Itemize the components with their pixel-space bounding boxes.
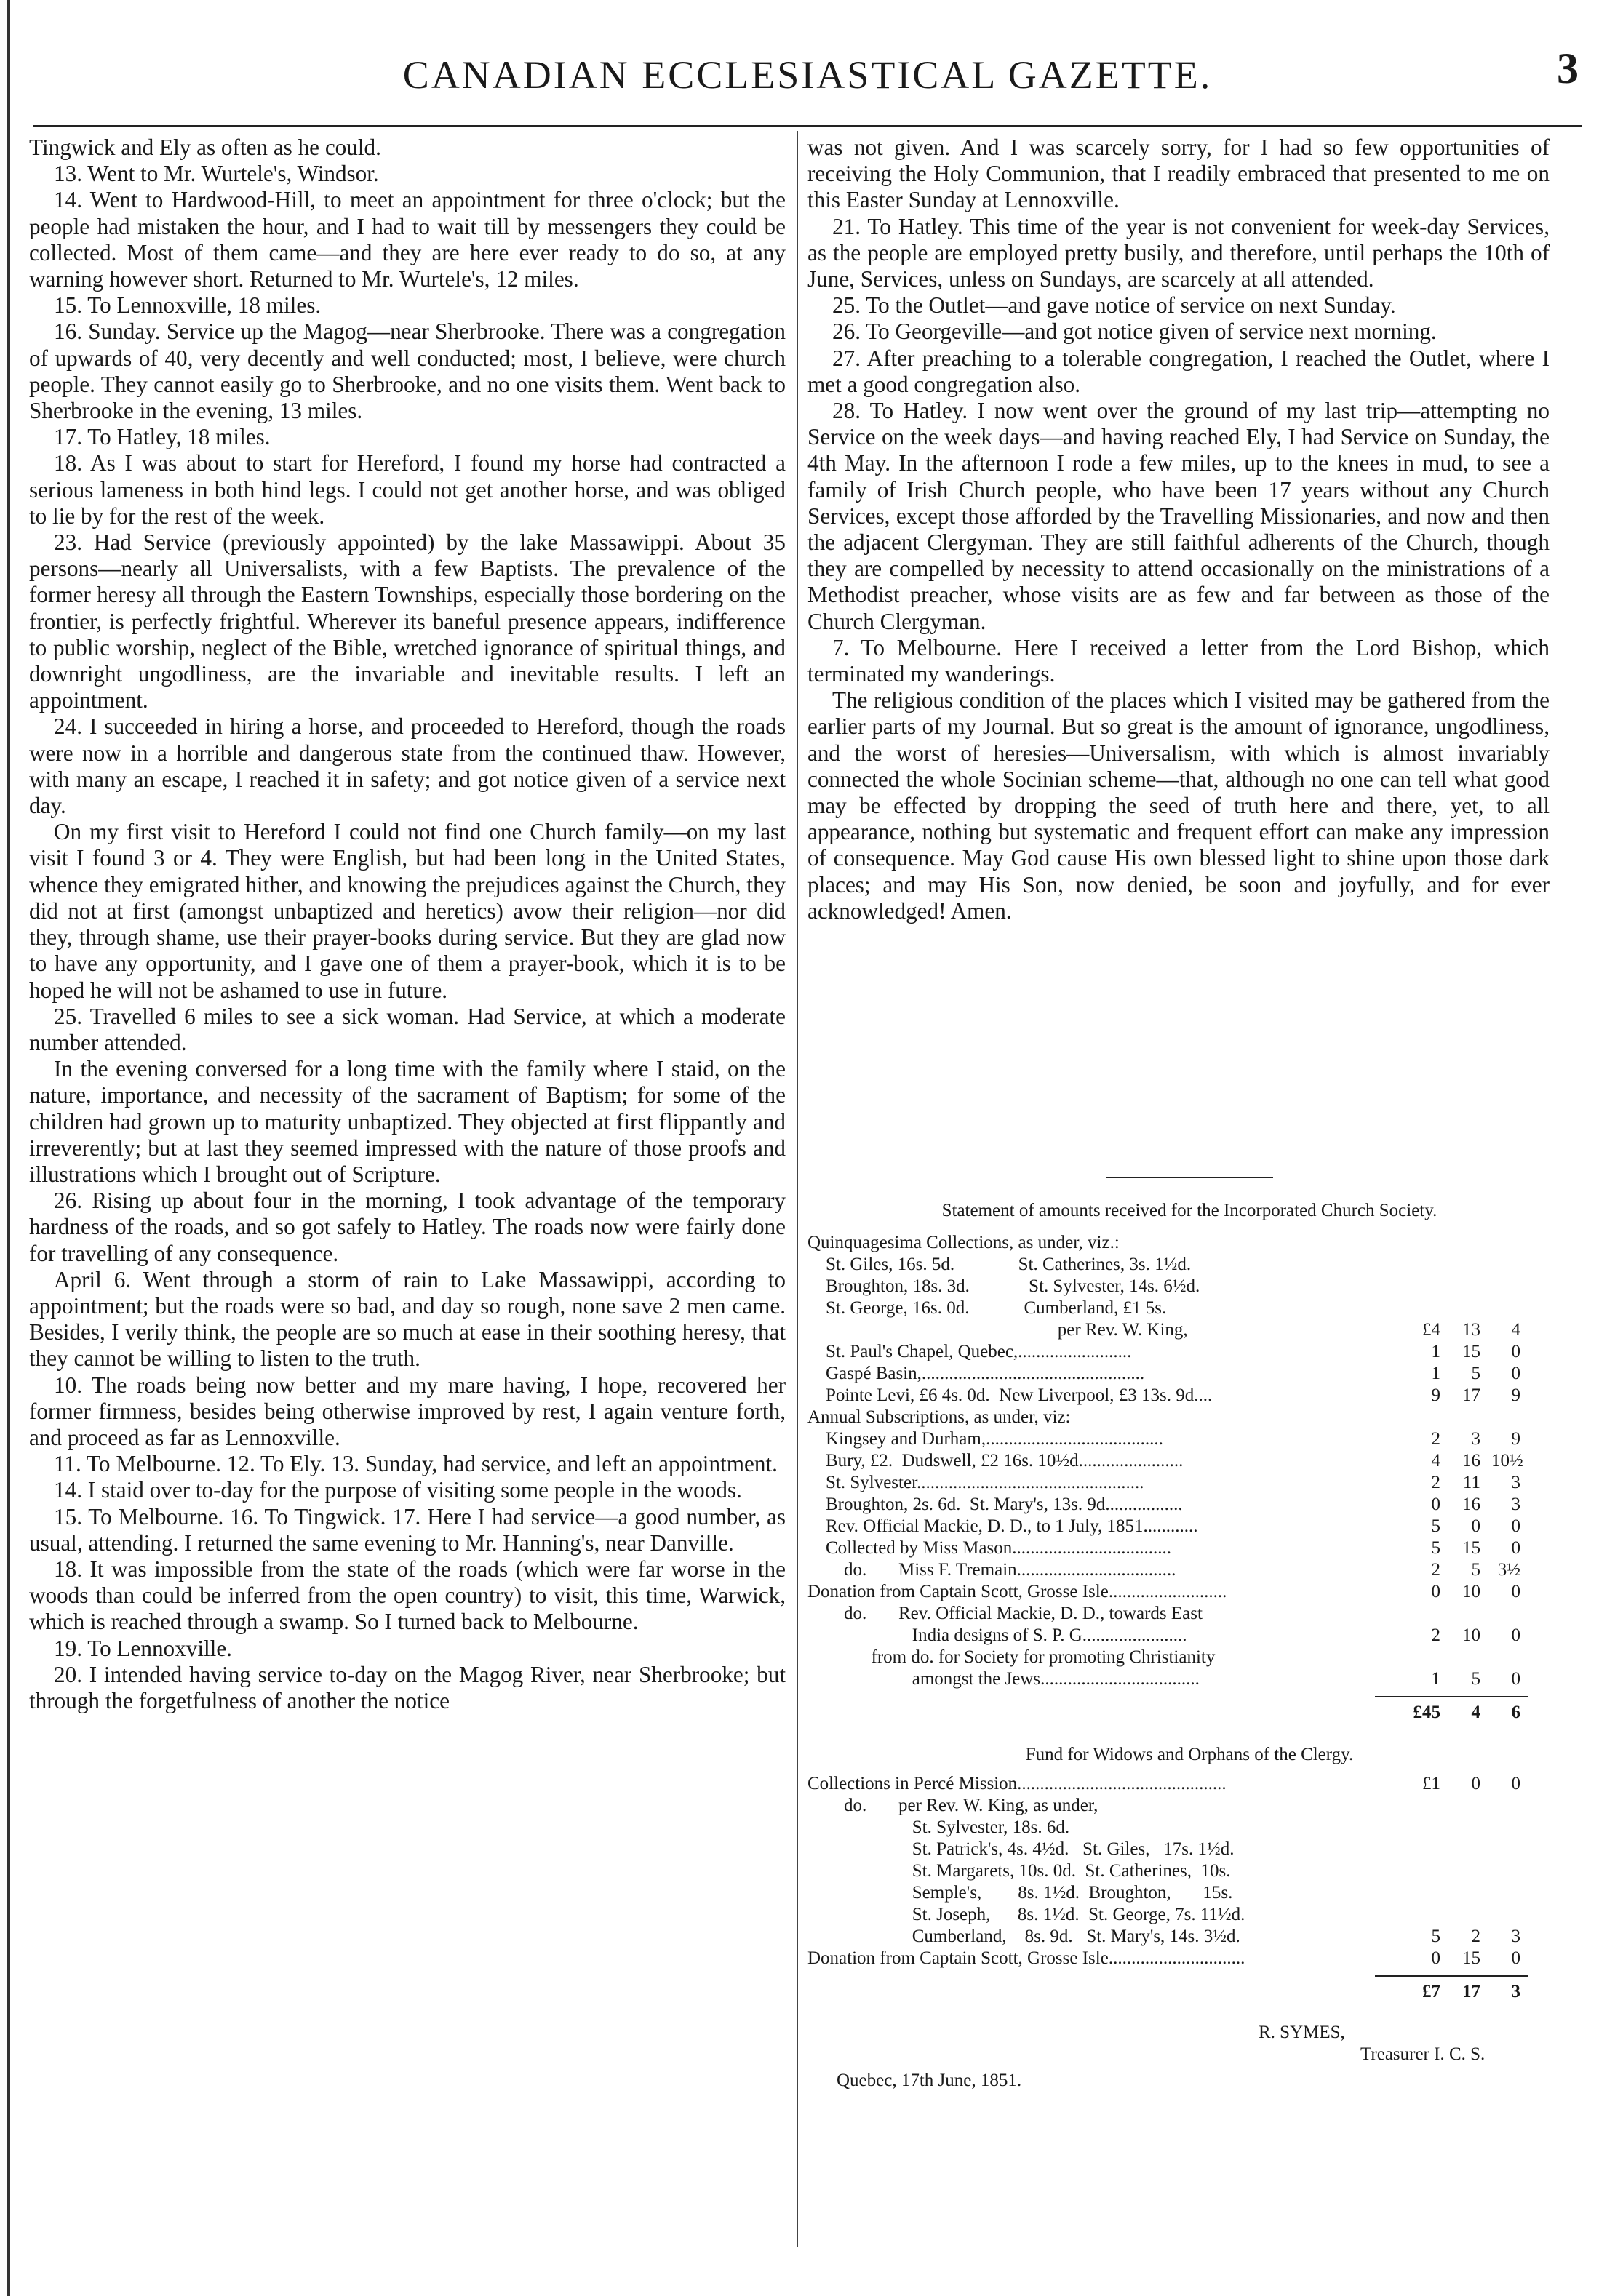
amount-pounds: 1 — [1431, 1669, 1440, 1689]
account-description: India designs of S. P. G....................... — [808, 1625, 1187, 1645]
amount-shillings: 16 — [1462, 1451, 1480, 1471]
amount-pence: 0 — [1511, 1582, 1520, 1601]
account-line — [808, 1581, 1571, 1603]
amount-pence: 0 — [1511, 1774, 1520, 1793]
journal-paragraph: 14. I staid over to-day for the purpose of visiting some people in the woods. — [54, 1477, 742, 1503]
journal-paragraph: 26. To Georgeville—and got notice given of service next morning. — [832, 319, 1437, 345]
amount-shillings: 15 — [1462, 1948, 1480, 1968]
account-line — [808, 1625, 1571, 1647]
account-description: Collections in Percé Mission.............................................. — [808, 1774, 1227, 1793]
account-description: Gaspé Basin,................................................. — [808, 1364, 1145, 1383]
account-line — [808, 1537, 1571, 1559]
statement-of-amounts — [808, 1171, 1571, 2092]
account-description: do. Rev. Official Mackie, D. D., towards East — [808, 1604, 1203, 1623]
account-description: St. Sylvester, 18s. 6d. — [808, 1817, 1070, 1837]
amount-shillings: 0 — [1471, 1774, 1480, 1793]
account-line — [808, 1276, 1571, 1297]
amount-shillings: 11 — [1462, 1473, 1480, 1492]
journal-paragraph: 27. After preaching to a tolerable congregation, I reached the Outlet, where I met a good congregation also. — [808, 345, 1550, 397]
account-description: St. Paul's Chapel, Quebec,......................... — [808, 1342, 1132, 1361]
account-description: Donation from Captain Scott, Grosse Isle.......................... — [808, 1582, 1227, 1601]
journal-paragraph: Tingwick and Ely as often as he could. — [29, 135, 381, 160]
amount-pence: 0 — [1511, 1364, 1520, 1383]
amount-pounds: 5 — [1431, 1538, 1440, 1558]
amount-pounds: 1 — [1431, 1342, 1440, 1361]
journal-paragraph: 14. Went to Hardwood-Hill, to meet an appointment for three o'clock; but the people had mistaken the hour, and I had to wait till by messengers they could be collected. Most of them came—and they are here ever ready to do so, at any warning however short. Returned to Mr. Wurtele's, 12 miles. — [29, 187, 786, 292]
account-description: St. Margarets, 10s. 0d. St. Catherines, 10s. — [808, 1861, 1231, 1881]
account-line — [808, 1948, 1571, 1969]
account-line — [808, 1385, 1571, 1407]
account-description: Cumberland, 8s. 9d. St. Mary's, 14s. 3½d. — [808, 1927, 1240, 1946]
account-description: Quinquagesima Collections, as under, viz.: — [808, 1233, 1120, 1252]
account-description: do. Miss F. Tremain................................... — [808, 1560, 1176, 1580]
account-description: amongst the Jews................................... — [808, 1669, 1200, 1689]
amount-pounds: 0 — [1431, 1495, 1440, 1514]
account-description: Broughton, 18s. 3d. St. Sylvester, 14s. 6½d. — [808, 1276, 1200, 1296]
journal-paragraph: The religious condition of the places which I visited may be gathered from the earlier parts of my Journal. But so great is the amount of ignorance, ungodliness, and the worst of heresies—Universalism, with which is almost invariably connected the whole Socinian scheme—that, although no one can tell what good may be effected by dropping the seed of truth here and there, yet, to all appearance, nothing but systematic and frequent effort can make any impression of consequence. May God cause His own blessed light to shine upon those dark places; and may His Son, now denied, be soon and joyfully, and for ever acknowledged! Amen. — [808, 687, 1550, 924]
account-line — [808, 1494, 1571, 1516]
amount-pounds: 5 — [1431, 1927, 1440, 1946]
amount-pence: 0 — [1511, 1538, 1520, 1558]
account-line — [808, 1297, 1571, 1319]
fund-total-pence: 3 — [1511, 1982, 1520, 2001]
account-description: Bury, £2. Dudswell, £2 16s. 10½d....................... — [808, 1451, 1184, 1471]
gazette-title: CANADIAN ECCLESIASTICAL GAZETTE. — [402, 53, 1213, 97]
total-shillings: 4 — [1471, 1703, 1480, 1722]
account-description: Collected by Miss Mason................................... — [808, 1538, 1171, 1558]
amount-pounds: £4 — [1422, 1320, 1440, 1340]
account-line — [808, 1882, 1571, 1904]
amount-pence: 3½ — [1497, 1560, 1520, 1580]
amount-shillings: 2 — [1471, 1927, 1480, 1946]
amount-pence: 0 — [1511, 1625, 1520, 1645]
account-description: St. Giles, 16s. 5d. St. Catherines, 3s. 1½d. — [808, 1255, 1192, 1274]
amount-pounds: 9 — [1431, 1385, 1440, 1405]
journal-paragraph: 28. To Hatley. I now went over the ground of my last trip—attempting no Service on the week days—and having reached Ely, I had Service on Sunday, the 4th May. In the afternoon I rode a few miles, up to the knees in mud, to see a family of Irish Church people, who have been 17 years without any Church Services, except those afforded by the Travelling Missionaries, and now and then the adjacent Clergyman. They are still faithful adherents of the Church, though they are compelled by necessity to attend occasionally on the ministrations of a Methodist preacher, whose visits are as few and far between as those of the Church Clergyman. — [808, 398, 1550, 634]
right-column — [808, 135, 1550, 924]
amount-pounds: 0 — [1431, 1582, 1440, 1601]
amount-shillings: 13 — [1462, 1320, 1480, 1340]
amount-pounds: 0 — [1431, 1948, 1440, 1968]
amount-shillings: 15 — [1462, 1342, 1480, 1361]
account-description: Donation from Captain Scott, Grosse Isle.............................. — [808, 1948, 1245, 1968]
amount-pounds: £1 — [1422, 1774, 1440, 1793]
journal-paragraph: 10. The roads being now better and my mare having, I hope, recovered her former firmness, besides being otherwise improved by rest, I again venture forth, and proceed as far as Lennoxville. — [29, 1372, 786, 1450]
journal-paragraph: 15. To Lennoxville, 18 miles. — [54, 292, 322, 319]
amount-pence: 3 — [1511, 1495, 1520, 1514]
fund-total-pounds: £7 — [1422, 1982, 1440, 2001]
journal-paragraph: 13. Went to Mr. Wurtele's, Windsor. — [54, 161, 379, 187]
journal-paragraph: 17. To Hatley, 18 miles. — [54, 424, 271, 450]
account-line — [808, 1668, 1571, 1690]
account-description: do. per Rev. W. King, as under, — [808, 1796, 1098, 1815]
account-description: Kingsey and Durham,....................................... — [808, 1429, 1163, 1449]
account-line — [808, 1428, 1571, 1450]
fund-title: Fund for Widows and Orphans of the Clergy. — [1025, 1745, 1354, 1764]
amount-pounds: 2 — [1431, 1429, 1440, 1449]
amount-pence: 4 — [1511, 1320, 1520, 1340]
left-column — [29, 135, 786, 1714]
journal-paragraph: 11. To Melbourne. 12. To Ely. 13. Sunday, had service, and left an appointment. — [54, 1451, 778, 1477]
journal-paragraph: 19. To Lennoxville. — [54, 1635, 232, 1661]
amount-shillings: 17 — [1462, 1385, 1480, 1405]
amount-pounds: 5 — [1431, 1516, 1440, 1536]
account-line — [808, 1559, 1571, 1581]
account-description: St. George, 16s. 0d. Cumberland, £1 5s. — [808, 1298, 1167, 1318]
amount-shillings: 10 — [1462, 1625, 1480, 1645]
amount-pence: 0 — [1511, 1516, 1520, 1536]
fund-sum-rule — [1375, 1975, 1528, 1977]
journal-paragraph: 16. Sunday. Service up the Magog—near Sherbrooke. There was a congregation of upwards of 40, very decently and well conducted; most, I believe, were church people. They cannot easily go to Sherbrooke, and no one visits them. Went back to Sherbrooke in the evening, 13 miles. — [29, 319, 786, 424]
journal-paragraph: April 6. Went through a storm of rain to Lake Massawippi, according to appointment; but the roads were so bad, and day so rough, none save 2 men came. Besides, I verily think, the people are so much at ease in their soothing heresy, that they cannot be willing to listen to the truth. — [29, 1266, 786, 1372]
account-line — [808, 1450, 1571, 1472]
account-line — [808, 1773, 1571, 1795]
amount-pounds: 1 — [1431, 1364, 1440, 1383]
account-description: Rev. Official Mackie, D. D., to 1 July, 1851............ — [808, 1516, 1198, 1536]
journal-paragraph: 7. To Melbourne. Here I received a letter from the Lord Bishop, which terminated my wanderings. — [808, 634, 1550, 687]
amount-pounds: 2 — [1431, 1625, 1440, 1645]
account-line — [808, 1817, 1571, 1839]
amount-pence: 0 — [1511, 1948, 1520, 1968]
account-description: Semple's, 8s. 1½d. Broughton, 15s. — [808, 1883, 1233, 1903]
amount-pence: 3 — [1511, 1473, 1520, 1492]
amount-pounds: 4 — [1431, 1451, 1440, 1471]
account-line — [808, 1926, 1571, 1948]
fund-total-shillings: 17 — [1462, 1982, 1480, 2001]
journal-paragraph: was not given. And I was scarcely sorry, for I had so few opportunities of receiving the Holy Communion, that I readily embraced that presented to me on this Easter Sunday at Lennoxville. — [808, 135, 1550, 213]
amount-shillings: 15 — [1462, 1538, 1480, 1558]
total-pounds: £45 — [1413, 1703, 1440, 1722]
signature-block — [808, 2022, 1571, 2092]
journal-paragraph: 18. As I was about to start for Hereford, I found my horse had contracted a serious lameness in both hind legs. I could not get another horse, and was obliged to lie by for the rest of the week. — [29, 450, 786, 529]
account-description: Annual Subscriptions, as under, viz: — [808, 1407, 1071, 1427]
account-line — [808, 1647, 1571, 1668]
treasurer-title: Treasurer I. C. S. — [1360, 2044, 1486, 2064]
treasurer-name: R. SYMES, — [1259, 2023, 1345, 2042]
account-description: Pointe Levi, £6 4s. 0d. New Liverpool, £3 13s. 9d.... — [808, 1385, 1213, 1405]
account-line — [808, 1472, 1571, 1494]
account-line — [808, 1319, 1571, 1341]
amount-shillings: 5 — [1471, 1364, 1480, 1383]
amount-pence: 0 — [1511, 1342, 1520, 1361]
account-line — [808, 1603, 1571, 1625]
account-line — [808, 1839, 1571, 1860]
account-line — [808, 1232, 1571, 1254]
account-description: St. Patrick's, 4s. 4½d. St. Giles, 17s. 1½d. — [808, 1839, 1235, 1859]
fund-lines — [808, 1773, 1571, 1969]
statement-title: Statement of amounts received for the Incorporated Church Society. — [941, 1201, 1437, 1220]
account-line — [808, 1795, 1571, 1817]
amount-shillings: 3 — [1471, 1429, 1480, 1449]
amount-shillings: 10 — [1462, 1582, 1480, 1601]
journal-paragraph: 20. I intended having service to-day on the Magog River, near Sherbrooke; but through the forgetfulness of another the notice — [29, 1661, 786, 1713]
journal-paragraph: 26. Rising up about four in the morning, I took advantage of the temporary hardness of the roads, and so got safely to Hatley. The roads now were fairly done for travelling of any consequence. — [29, 1188, 786, 1266]
account-description: St. Sylvester.................................................. — [808, 1473, 1144, 1492]
journal-paragraph: On my first visit to Hereford I could not find one Church family—on my last visit I found 3 or 4. They were English, but had been long in the United States, whence they emigrated hither, and knowing the prejudices against the Church, they did not at first (amongst unbaptized and heretics) avow their religion—nor did they, through shame, use their prayer-books during service. But they are glad now to have any opportunity, and I gave one of them a prayer-book, which it is to be hoped he will not be ashamed to use in future. — [29, 819, 786, 1003]
column-divider — [797, 131, 798, 2247]
journal-paragraph: 24. I succeeded in hiring a horse, and proceeded to Hereford, though the roads were now in a horrible and dangerous state from the continued thaw. However, with many an escape, I reached it in safety; and got notice given of a service next day. — [29, 713, 786, 819]
journal-paragraph: 25. Travelled 6 miles to see a sick woman. Had Service, at which a moderate number attended. — [29, 1003, 786, 1055]
journal-paragraph: 21. To Hatley. This time of the year is not convenient for week-day Services, as the people are employed pretty busily, and therefore, until perhaps the 10th of June, Services, unless on Sundays, are scarcely at all attended. — [808, 213, 1550, 292]
account-description: per Rev. W. King, — [808, 1320, 1188, 1340]
amount-pounds: 2 — [1431, 1473, 1440, 1492]
statement-lines — [808, 1232, 1571, 1690]
amount-shillings: 5 — [1471, 1560, 1480, 1580]
statement-top-rule — [1106, 1177, 1273, 1178]
amount-shillings: 16 — [1462, 1495, 1480, 1514]
page-number: 3 — [1557, 44, 1579, 92]
account-line — [808, 1516, 1571, 1537]
account-description: Broughton, 2s. 6d. St. Mary's, 13s. 9d................. — [808, 1495, 1183, 1514]
journal-paragraph: 18. It was impossible from the state of the roads (which were far worse in the woods than could be inferred from the open country) to visit, this time, Warwick, which is reached through a swamp. So I turned back to Melbourne. — [29, 1556, 786, 1635]
statement-total — [808, 1702, 1571, 1724]
journal-paragraph: 25. To the Outlet—and gave notice of service on next Sunday. — [832, 292, 1396, 319]
fund-total — [808, 1981, 1571, 2003]
amount-pence: 10½ — [1491, 1451, 1523, 1471]
total-pence: 6 — [1511, 1703, 1520, 1722]
amount-pounds: 2 — [1431, 1560, 1440, 1580]
account-description: from do. for Society for promoting Christianity — [808, 1647, 1216, 1667]
page-margin-line — [7, 0, 10, 2296]
account-line — [808, 1254, 1571, 1276]
amount-pence: 0 — [1511, 1669, 1520, 1689]
statement-sum-rule — [1375, 1696, 1528, 1697]
account-line — [808, 1904, 1571, 1926]
amount-pence: 9 — [1511, 1429, 1520, 1449]
amount-pence: 9 — [1511, 1385, 1520, 1405]
journal-paragraph: In the evening conversed for a long time with the family where I staid, on the nature, importance, and necessity of the sacrament of Baptism; for some of the children had grown up to maturity unbaptized. They objected at first flippantly and irreverently; but at last they seemed impressed with the nature of those proofs and illustrations which I brought out of Scripture. — [29, 1056, 786, 1187]
account-line — [808, 1860, 1571, 1882]
amount-pence: 3 — [1511, 1927, 1520, 1946]
account-line — [808, 1407, 1571, 1428]
amount-shillings: 5 — [1471, 1669, 1480, 1689]
journal-paragraph: 15. To Melbourne. 16. To Tingwick. 17. Here I had service—a good number, as usual, attending. I returned the same evening to Mr. Hanning's, near Danville. — [29, 1503, 786, 1556]
account-description: St. Joseph, 8s. 1½d. St. George, 7s. 11½d. — [808, 1905, 1245, 1924]
amount-shillings: 0 — [1471, 1516, 1480, 1536]
journal-paragraph: 23. Had Service (previously appointed) by the lake Massawippi. About 35 persons—nearly all Universalists, with a few Baptists. The prevalence of the former heresy all through the Eastern Townships, especially those bordering on the frontier, is perfectly frightful. Wherever its baneful presence appears, indifference to public worship, neglect of the Bible, wretched ignorance of spiritual things, and downright ungodliness, are the invariable and inevitable results. I left an appointment. — [29, 529, 786, 713]
statement-date: Quebec, 17th June, 1851. — [837, 2071, 1022, 2090]
account-line — [808, 1341, 1571, 1363]
account-line — [808, 1363, 1571, 1385]
header-rule — [33, 125, 1582, 127]
running-header — [29, 44, 1586, 116]
